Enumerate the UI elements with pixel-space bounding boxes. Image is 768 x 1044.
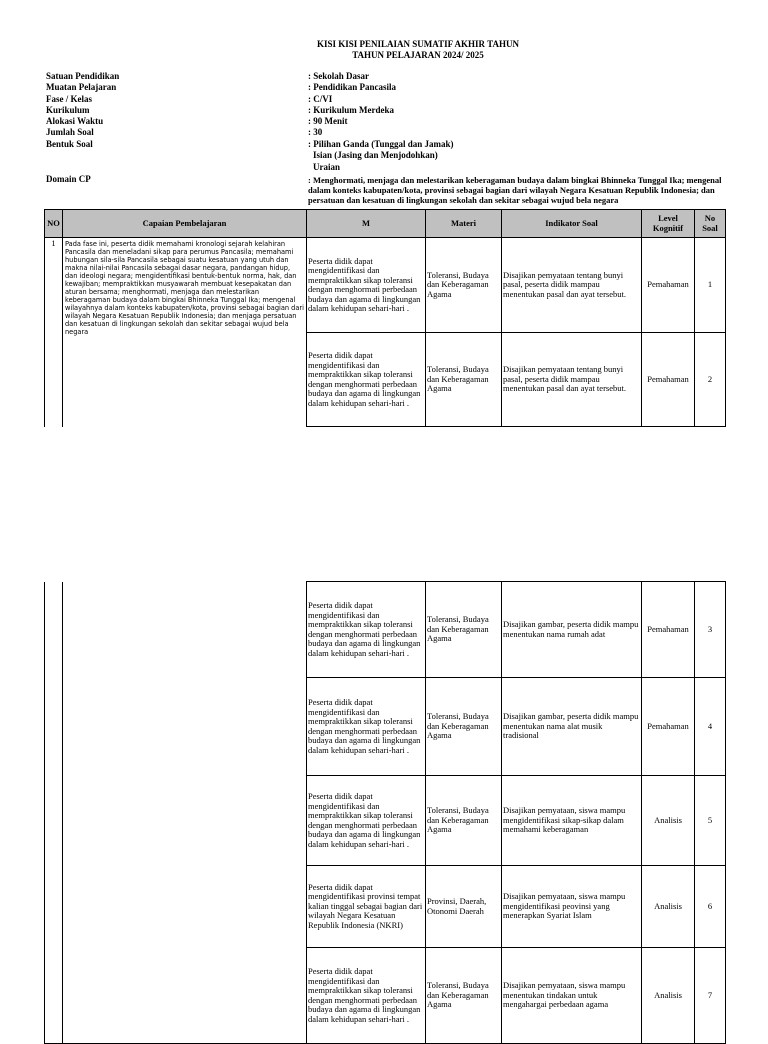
value-muatan-pelajaran: : Pendidikan Pancasila [308, 82, 397, 92]
m-cell: Peserta didik dapat mengidentifikasi dan mempraktikkan sikap toleransi dengan menghormati perbedaan budaya dan agama di lingkungan dalam kehidupan sehari-hari . [307, 333, 426, 427]
value-bentuk-soal-isian: Isian (Jasing dan Menjodohkan) [313, 150, 438, 160]
indikator-cell: Disajikan pemyataan tentang bunyi pasal, peserta didik mampau menentukan pasal dan ayat tersebut. [502, 238, 642, 333]
level-cell: Analisis [642, 776, 695, 866]
level-cell: Pemahaman [642, 582, 695, 678]
table-row [45, 582, 726, 678]
value-kurikulum: : Kurikulum Merdeka [308, 105, 395, 115]
indikator-cell: Disajikan pemyataan, siswa mampu mengidentifikasi peovinsi yang menerapkan Syariat Islam [502, 866, 642, 948]
m-cell: Peserta didik dapat mengidentifikasi dan mempraktikkan sikap toleransi dengan menghormati perbedaan budaya dan agama di lingkungan dalam kehidupan sehari-hari . [307, 678, 426, 776]
no-soal-cell: 5 [695, 776, 726, 866]
domain-cp-line-2: dalam konteks kabupaten/kota, provinsi sebagai bagian dari wilayah Negara Kesatuan Republik Indonesia; dan [308, 185, 715, 195]
indikator-cell: Disajikan pemyataan tentang bunyi pasal, peserta didik mampau menentukan pasal dan ayat tersebut. [502, 333, 642, 427]
value-bentuk-soal-uraian: Uraian [313, 162, 340, 172]
no-soal-cell: 7 [695, 948, 726, 1044]
header-no-soal: No Soal [695, 210, 726, 238]
materi-cell: Toleransi, Budaya dan Keberagaman Agama [426, 333, 502, 427]
kisi-kisi-table-page-1 [44, 209, 726, 427]
value-domain-cp [308, 175, 768, 205]
domain-cp-line-1: : Menghormati, menjaga dan melestarikan keberagaman budaya dalam bingkai Bhinneka Tunggal Ika; mengenal [308, 175, 722, 185]
document-subtitle: TAHUN PELAJARAN 2024/ 2025 [352, 50, 484, 60]
m-cell: Peserta didik dapat mengidentifikasi provinsi tempat kalian tinggal sebagai bagian dari wilayah Negara Kesatuan Republik Indonesia (NKRI) [307, 866, 426, 948]
materi-cell: Toleransi, Budaya dan Keberagaman Agama [426, 582, 502, 678]
level-cell: Analisis [642, 948, 695, 1044]
header-capaian-pembelajaran: Capaian Pembelajaran [63, 210, 307, 238]
m-cell: Peserta didik dapat mengidentifikasi dan mempraktikkan sikap toleransi dengan menghormati perbedaan budaya dan agama di lingkungan dalam kehidupan sehari-hari . [307, 948, 426, 1044]
indikator-cell: Disajikan gambar, peserta didik mampu menentukan nama rumah adat [502, 582, 642, 678]
level-cell: Pemahaman [642, 333, 695, 427]
table-row [45, 238, 726, 333]
no-soal-cell: 1 [695, 238, 726, 333]
label-fase-kelas: Fase / Kelas [46, 94, 92, 104]
capaian-pembelajaran-text: Pada fase ini, peserta didik memahami kronologi sejarah kelahiran Pancasila dan meneladani sikap para perumus Pancasila; memahami hubungan sila-sila Pancasila sebagai suatu kesatuan yang utuh dan makna nilai-nilai Pancasila sebagai dasar negara, pandangan hidup, dan ideologi negara; mengidentifikasi bentuk-bentuk norma, hak, dan kewajiban; mempraktikkan musyawarah membuat kesepakatan dan aturan bersama; menghormati, menjaga dan melestarikan keberagaman budaya dalam bingkai Bhinneka Tunggal Ika; mengenal wilayahnya dalam konteks kabupaten/kota, provinsi sebagai bagian dari wilayah Negara Kesatuan Republik Indonesia; dan menjaga persatuan dan kesatuan di lingkungan sekolah dan sekitar sebagai wujud bela negara [63, 238, 307, 427]
level-cell: Pemahaman [642, 238, 695, 333]
m-cell: Peserta didik dapat mengidentifikasi dan mempraktikkan sikap toleransi dengan menghormati perbedaan budaya dan agama di lingkungan dalam kehidupan sehari-hari . [307, 582, 426, 678]
row-number: 1 [45, 238, 63, 427]
header-m: M [307, 210, 426, 238]
domain-cp-line-3: persatuan dan kesatuan di lingkungan sekolah dan sekitar sebagai wujud bela negara [308, 195, 619, 205]
no-soal-cell: 3 [695, 582, 726, 678]
header-indikator-soal: Indikator Soal [502, 210, 642, 238]
indikator-cell: Disajikan gambar, peserta didik mampu menentukan nama alat musik tradisional [502, 678, 642, 776]
m-cell: Peserta didik dapat mengidentifikasi dan mempraktikkan sikap toleransi dengan menghormati perbedaan budaya dan agama di lingkungan dalam kehidupan sehari-hari . [307, 776, 426, 866]
document-title: KISI KISI PENILAIAN SUMATIF AKHIR TAHUN [317, 39, 519, 49]
header-level-kognitif: Level Kognitif [642, 210, 695, 238]
label-bentuk-soal: Bentuk Soal [46, 139, 93, 149]
materi-cell: Toleransi, Budaya dan Keberagaman Agama [426, 238, 502, 333]
indikator-cell: Disajikan pemyataan, siswa mampu menentukan tindakan untuk mengahargai perbedaan agama [502, 948, 642, 1044]
label-jumlah-soal: Jumlah Soal [46, 127, 94, 137]
value-jumlah-soal: : 30 [308, 127, 323, 137]
kisi-kisi-table-page-2 [44, 581, 726, 1044]
materi-cell: Toleransi, Budaya dan Keberagaman Agama [426, 776, 502, 866]
value-fase-kelas: : C/VI [308, 94, 333, 104]
value-bentuk-soal: : Pilihan Ganda (Tunggal dan Jamak) [308, 139, 454, 149]
indikator-cell: Disajikan pemyataan, siswa mampu mengidentifikasi sikap-sikap dalam memahami keberagaman [502, 776, 642, 866]
label-domain-cp: Domain CP [46, 174, 91, 184]
label-alokasi-waktu: Alokasi Waktu [46, 116, 104, 126]
label-muatan-pelajaran: Muatan Pelajaran [46, 82, 117, 92]
no-soal-cell: 4 [695, 678, 726, 776]
capaian-continued [63, 582, 307, 1044]
no-soal-cell: 2 [695, 333, 726, 427]
materi-cell: Toleransi, Budaya dan Keberagaman Agama [426, 948, 502, 1044]
materi-cell: Toleransi, Budaya dan Keberagaman Agama [426, 678, 502, 776]
m-cell: Peserta didik dapat mengidentifikasi dan mempraktikkan sikap toleransi dengan menghormati perbedaan budaya dan agama di lingkungan dalam kehidupan sehari-hari . [307, 238, 426, 333]
value-alokasi-waktu: : 90 Menit [308, 116, 348, 126]
header-materi: Materi [426, 210, 502, 238]
header-no: NO [45, 210, 63, 238]
label-kurikulum: Kurikulum [46, 105, 90, 115]
value-satuan-pendidikan: : Sekolah Dasar [308, 71, 370, 81]
no-soal-cell: 6 [695, 866, 726, 948]
row-number-continued [45, 582, 63, 1044]
label-satuan-pendidikan: Satuan Pendidikan [46, 71, 120, 81]
level-cell: Analisis [642, 866, 695, 948]
level-cell: Pemahaman [642, 678, 695, 776]
materi-cell: Provinsi, Daerah, Otonomi Daerah [426, 866, 502, 948]
